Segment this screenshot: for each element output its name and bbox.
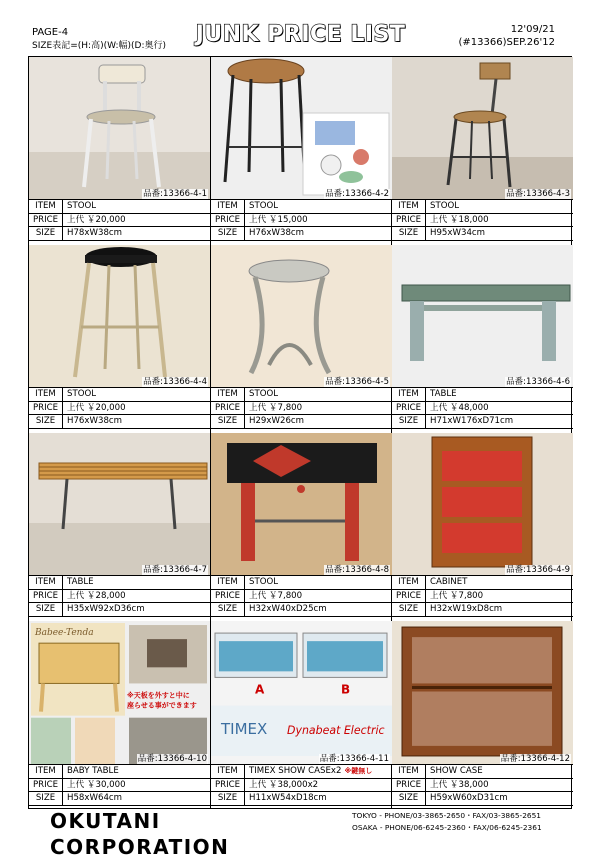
size-value [426,227,485,240]
product-grid [28,56,572,809]
size-row [211,227,392,241]
product-info-table [392,575,573,617]
price-row [392,214,573,228]
size-label: SIZE [29,415,63,428]
size-label: SIZE [392,792,426,805]
size-row [392,227,573,241]
size-value-text: H71xW176xD71cm [430,416,514,427]
item-value-text: TABLE [67,577,94,587]
product-number: 品番:13366-4-10 [137,754,207,764]
price-row [211,402,392,416]
size-row [29,603,210,617]
product-info-table [211,387,392,429]
item-value [63,388,96,401]
item-label: ITEM [211,576,245,589]
product-number: 品番:13366-4-7 [143,565,207,575]
product-number: 品番:13366-4-1 [143,189,207,199]
price-value-text: 上代 ￥7,800 [430,590,484,601]
product-info-table [392,387,573,429]
price-row [29,402,210,416]
size-label: SIZE [392,415,426,428]
product-number: 品番:13366-4-4 [143,377,207,387]
size-row [29,227,210,241]
size-row [392,415,573,429]
product-info-table [392,199,573,241]
size-label: SIZE [211,603,245,616]
item-value [245,200,278,213]
product-number: 品番:13366-4-11 [319,754,389,764]
price-value [63,402,126,415]
product-info-table [29,199,210,241]
item-row [211,765,392,779]
timex-logo: TIMEX [221,719,268,738]
item-row [211,576,392,590]
product-info-table [211,764,392,806]
size-row [29,415,210,429]
product-number: 品番:13366-4-9 [506,565,570,575]
product-photo [211,433,392,575]
product-number: 品番:13366-4-12 [500,754,570,764]
item-row [211,200,392,214]
item-label: ITEM [392,200,426,213]
photo-note: ※天板を外すと中に [127,690,190,700]
item-label: ITEM [211,765,245,778]
size-value [63,792,122,805]
price-value-text: 上代 ￥15,000 [249,214,308,225]
item-row [29,200,210,214]
size-row [392,603,573,617]
product-info-table [29,764,210,806]
size-value-text: H11xW54xD18cm [249,793,327,804]
price-label: PRICE [211,214,245,227]
product-photo [392,621,573,764]
product-photo [211,621,392,764]
size-value [63,603,145,616]
item-label: ITEM [392,765,426,778]
item-value-text: SHOW CASE [430,766,483,776]
size-label: SIZE [392,227,426,240]
product-info-table [29,575,210,617]
price-value-text: 上代 ￥30,000 [67,779,126,790]
size-label: SIZE [211,227,245,240]
item-label: ITEM [392,388,426,401]
item-value [426,388,457,401]
size-value-text: H78xW38cm [67,228,123,239]
price-value-text: 上代 ￥20,000 [67,214,126,225]
size-label: SIZE [29,603,63,616]
size-value-text: H29xW26cm [249,416,305,427]
size-value-text: H76xW38cm [67,416,123,427]
price-label: PRICE [392,402,426,415]
size-value [63,415,122,428]
product-number: 品番:13366-4-6 [506,377,570,387]
price-value-text: 上代 ￥20,000 [67,402,126,413]
size-row [392,792,573,806]
item-label: ITEM [29,200,63,213]
item-value [426,765,483,778]
price-value [63,590,126,603]
item-value-text: STOOL [67,201,97,211]
price-value-text: 上代 ￥28,000 [67,590,126,601]
price-value [426,590,483,603]
price-value-text: 上代 ￥7,800 [249,590,303,601]
price-label: PRICE [29,402,63,415]
price-row [392,402,573,416]
size-label: SIZE [211,792,245,805]
item-value [63,765,119,778]
size-value-text: H76xW38cm [249,228,305,239]
price-label: PRICE [392,779,426,792]
item-row [392,765,573,779]
item-value [426,576,467,589]
price-row [211,779,392,793]
size-value [245,227,304,240]
product-photo [392,433,573,575]
price-row [29,779,210,793]
size-value [245,415,304,428]
item-value [63,576,94,589]
product-info-table [29,387,210,429]
product-info-table [392,764,573,806]
product-photo [211,57,392,199]
size-value-text: H95xW34cm [430,228,486,239]
osaka-contact: OSAKA - PHONE/06-6245-2360・FAX/06-6245-2361 [352,823,542,832]
price-row [29,590,210,604]
item-value-text: CABINET [430,577,468,587]
size-value-text: H32xW40xD25cm [249,604,327,615]
product-photo [29,245,210,387]
price-row [392,590,573,604]
price-label: PRICE [211,402,245,415]
no-key-badge: ※鍵無し [344,767,373,775]
product-photo [392,57,573,199]
size-value-text: H35xW92xD36cm [67,604,145,615]
price-value [245,779,318,792]
tokyo-contact: TOKYO - PHONE/03-3865-2650・FAX/03-3865-2651 [352,811,542,820]
item-value-text: STOOL [249,577,279,587]
label-b: B [341,682,351,697]
product-number: 品番:13366-4-2 [325,189,389,199]
size-value [426,603,502,616]
price-row [211,214,392,228]
price-row [29,214,210,228]
size-label: SIZE [29,227,63,240]
item-label: ITEM [211,388,245,401]
size-value [426,415,513,428]
item-value [245,765,372,778]
item-value [426,200,459,213]
size-row [211,792,392,806]
product-number: 品番:13366-4-3 [506,189,570,199]
item-value-text: TABLE [430,389,457,399]
price-row [392,779,573,793]
price-value [426,214,489,227]
size-label: SIZE [211,415,245,428]
product-info-table [211,575,392,617]
product-photo [29,433,210,575]
size-label: SIZE [392,603,426,616]
price-value [63,214,126,227]
product-photo [211,245,392,387]
item-value-text: BABY TABLE [67,766,119,776]
issue-date: 12'09/21 [510,24,555,35]
product-photo [29,57,210,199]
price-label: PRICE [392,214,426,227]
price-value-text: 上代 ￥38,000 [430,779,489,790]
item-row [211,388,392,402]
catalog-code: (#13366)SEP.26'12 [458,37,555,48]
photo-note: 座らせる事ができます [127,700,197,710]
item-label: ITEM [29,576,63,589]
size-value [245,603,327,616]
item-value-text: STOOL [67,389,97,399]
price-value-text: 上代 ￥7,800 [249,402,303,413]
size-value [426,792,508,805]
size-row [29,792,210,806]
size-value-text: H58xW64cm [67,793,123,804]
price-value [426,402,489,415]
item-value [245,576,278,589]
size-value [245,792,327,805]
item-row [29,388,210,402]
price-row [211,590,392,604]
item-label: ITEM [211,200,245,213]
babee-tenda-text: Babee-Tenda [35,628,94,639]
price-label: PRICE [211,779,245,792]
company-logo: OKUTANI CORPORATION [50,809,230,859]
item-row [29,765,210,779]
price-value [245,214,308,227]
size-row [211,603,392,617]
item-row [392,200,573,214]
price-value-text: 上代 ￥18,000 [430,214,489,225]
product-number: 品番:13366-4-8 [325,565,389,575]
item-value-text: TIMEX SHOW CASEx2 [249,766,342,776]
size-value [63,227,122,240]
product-photo [29,621,210,764]
size-notation: SIZE表記=(H:高)(W:幅)(D:奥行) [32,41,166,51]
item-value-text: STOOL [249,389,279,399]
item-row [29,576,210,590]
product-photo [392,245,573,387]
price-value [426,779,489,792]
dynabeat-text: Dynabeat Electric [287,723,385,737]
page-title: JUNK PRICE LIST [195,22,406,47]
price-label: PRICE [211,590,245,603]
price-label: PRICE [29,779,63,792]
item-value-text: STOOL [249,201,279,211]
size-row [211,415,392,429]
product-number: 品番:13366-4-5 [325,377,389,387]
page-label: PAGE-4 [32,27,69,38]
price-value-text: 上代 ￥48,000 [430,402,489,413]
price-label: PRICE [392,590,426,603]
label-a: A [255,682,265,697]
item-value [63,200,96,213]
size-value-text: H32xW19xD8cm [430,604,503,615]
size-label: SIZE [29,792,63,805]
price-value [245,590,302,603]
price-label: PRICE [29,590,63,603]
product-info-table [211,199,392,241]
item-label: ITEM [29,765,63,778]
item-value [245,388,278,401]
price-label: PRICE [29,214,63,227]
item-value-text: STOOL [430,201,460,211]
item-label: ITEM [392,576,426,589]
item-label: ITEM [29,388,63,401]
item-row [392,576,573,590]
price-value [245,402,302,415]
size-value-text: H59xW60xD31cm [430,793,508,804]
item-row [392,388,573,402]
price-value-text: 上代 ￥38,000x2 [249,779,319,790]
price-value [63,779,126,792]
